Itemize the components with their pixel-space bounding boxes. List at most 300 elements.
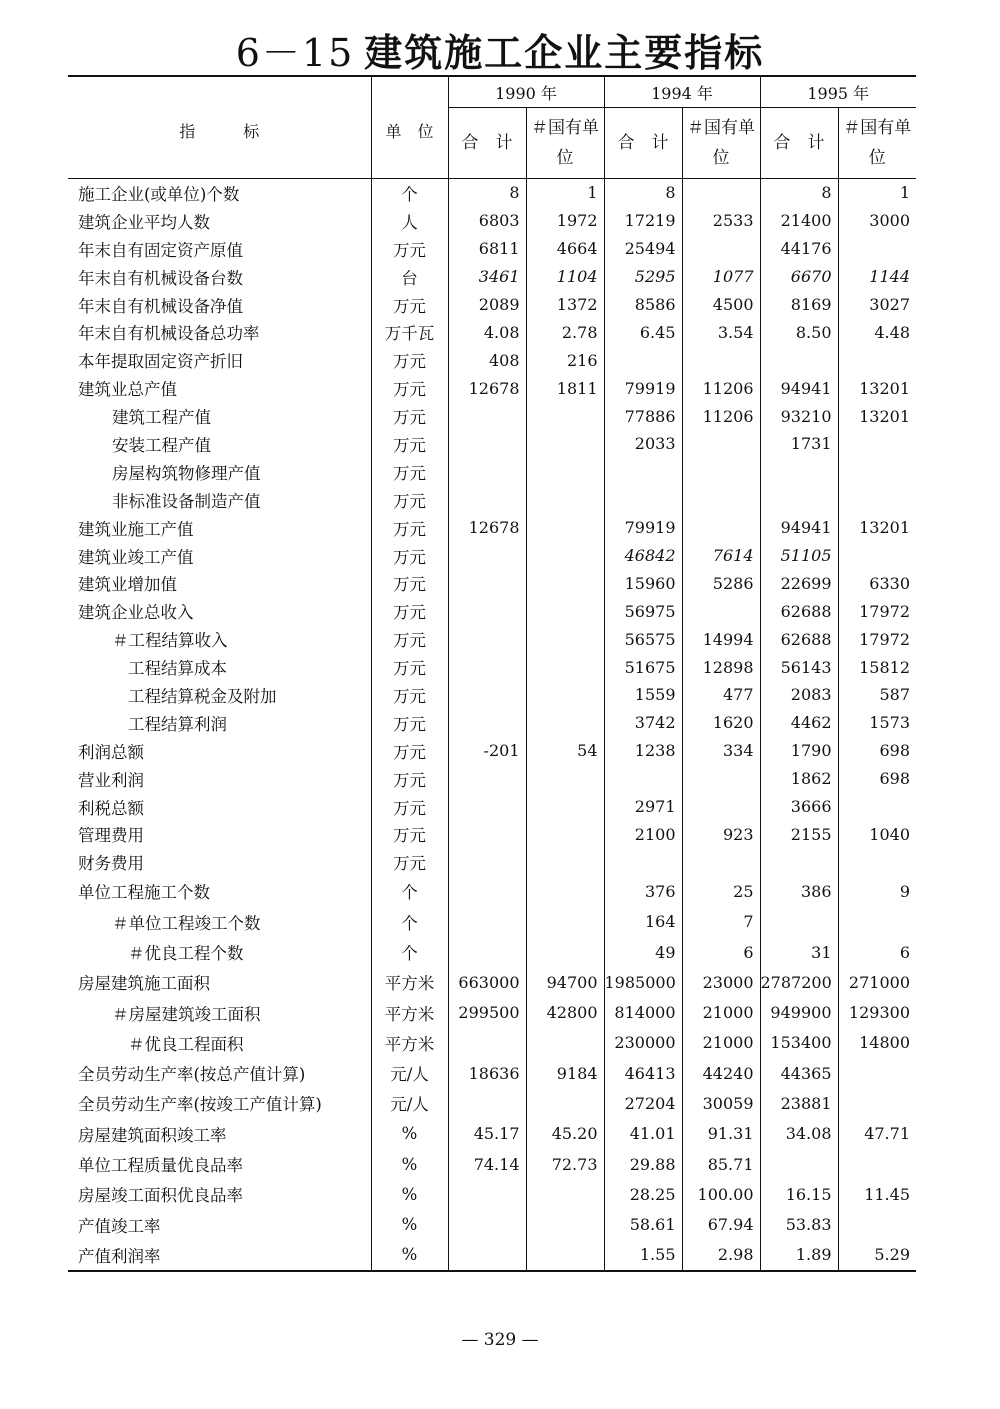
value-cell: 47.71: [838, 1119, 916, 1149]
value-cell: 2787200: [760, 967, 838, 997]
indicator-unit: 万元: [371, 765, 448, 793]
value-cell: 2083: [760, 681, 838, 709]
value-cell: 94700: [526, 967, 604, 997]
value-cell: 1372: [526, 291, 604, 319]
value-cell: [760, 486, 838, 514]
value-cell: 2971: [604, 793, 682, 821]
table-row: [68, 967, 916, 997]
table-number: 6－15: [235, 31, 355, 75]
value-cell: [682, 179, 760, 207]
value-cell: [448, 1240, 526, 1271]
value-cell: 8.50: [760, 318, 838, 346]
table-row: [68, 569, 916, 597]
value-cell: [526, 907, 604, 937]
table-row: [68, 597, 916, 625]
indicator-name: 年末自有机械设备总功率: [78, 324, 260, 344]
value-cell: [760, 458, 838, 486]
table-row: [68, 263, 916, 291]
value-cell: 53.83: [760, 1210, 838, 1240]
value-cell: 4462: [760, 709, 838, 737]
value-cell: [448, 542, 526, 570]
value-cell: 1731: [760, 430, 838, 458]
value-cell: [526, 486, 604, 514]
value-cell: 2033: [604, 430, 682, 458]
value-cell: 477: [682, 681, 760, 709]
value-cell: [526, 765, 604, 793]
indicator-unit: 个: [371, 907, 448, 937]
indicator-name: ＃优良工程个数: [128, 944, 244, 963]
value-cell: 11206: [682, 402, 760, 430]
table-row: [68, 430, 916, 458]
value-cell: 1: [838, 179, 916, 207]
indicator-name: 本年提取固定资产折旧: [78, 352, 243, 372]
indicator-unit: 万元: [371, 458, 448, 486]
table-row: [68, 346, 916, 374]
value-cell: 51675: [604, 653, 682, 681]
indicator-name: 建筑企业平均人数: [78, 212, 210, 232]
value-cell: 21000: [682, 1028, 760, 1058]
value-cell: [838, 1149, 916, 1179]
indicator-unit: 万元: [371, 346, 448, 374]
header-total-1990: 合 计: [448, 108, 526, 179]
value-cell: 8169: [760, 291, 838, 319]
value-cell: [448, 820, 526, 848]
indicator-name: 单位工程施工个数: [78, 883, 210, 903]
value-cell: [682, 430, 760, 458]
table-row: [68, 374, 916, 402]
indicator-unit: 万元: [371, 625, 448, 653]
value-cell: 3000: [838, 207, 916, 235]
value-cell: 17219: [604, 207, 682, 235]
value-cell: 1: [526, 179, 604, 207]
indicator-name: 工程结算成本: [128, 659, 227, 679]
value-cell: [526, 848, 604, 876]
value-cell: [448, 458, 526, 486]
indicator-unit: %: [371, 1119, 448, 1149]
value-cell: [526, 542, 604, 570]
value-cell: 587: [838, 681, 916, 709]
value-cell: 31: [760, 937, 838, 967]
value-cell: 79919: [604, 374, 682, 402]
value-cell: 12898: [682, 653, 760, 681]
value-cell: [526, 793, 604, 821]
indicator-unit: 万元: [371, 597, 448, 625]
value-cell: 15960: [604, 569, 682, 597]
indicator-name: 年末自有机械设备台数: [78, 268, 243, 288]
value-cell: 46413: [604, 1058, 682, 1088]
value-cell: 23000: [682, 967, 760, 997]
value-cell: 6: [682, 937, 760, 967]
value-cell: 153400: [760, 1028, 838, 1058]
value-cell: 271000: [838, 967, 916, 997]
indicator-name: 建筑业增加值: [78, 575, 177, 595]
indicator-unit: 万元: [371, 569, 448, 597]
value-cell: [448, 709, 526, 737]
value-cell: [448, 937, 526, 967]
indicator-unit: 人: [371, 207, 448, 235]
table-row: [68, 1088, 916, 1118]
table-body: [68, 179, 916, 1272]
value-cell: 1862: [760, 765, 838, 793]
value-cell: [526, 681, 604, 709]
value-cell: [448, 876, 526, 906]
value-cell: [682, 514, 760, 542]
table-row: [68, 207, 916, 235]
value-cell: [604, 458, 682, 486]
indicator-unit: %: [371, 1179, 448, 1209]
indicator-unit: 平方米: [371, 997, 448, 1027]
value-cell: 8586: [604, 291, 682, 319]
indicator-unit: %: [371, 1149, 448, 1179]
value-cell: 216: [526, 346, 604, 374]
value-cell: 3027: [838, 291, 916, 319]
value-cell: 46842: [604, 542, 682, 570]
value-cell: 1972: [526, 207, 604, 235]
value-cell: 1077: [682, 263, 760, 291]
table-row: [68, 681, 916, 709]
indicator-name: 单位工程质量优良品率: [78, 1156, 243, 1176]
value-cell: 14994: [682, 625, 760, 653]
value-cell: 3742: [604, 709, 682, 737]
value-cell: 7: [682, 907, 760, 937]
value-cell: 45.20: [526, 1119, 604, 1149]
value-cell: [526, 625, 604, 653]
table-row: [68, 402, 916, 430]
value-cell: [526, 569, 604, 597]
value-cell: [838, 907, 916, 937]
value-cell: 27204: [604, 1088, 682, 1118]
table-title: 建筑施工企业主要指标: [364, 31, 765, 75]
value-cell: 2155: [760, 820, 838, 848]
value-cell: 6: [838, 937, 916, 967]
indicator-unit: 万元: [371, 430, 448, 458]
value-cell: 29.88: [604, 1149, 682, 1179]
indicator-name: ＃工程结算收入: [112, 631, 228, 651]
indicator-unit: %: [371, 1240, 448, 1271]
indicator-unit: 台: [371, 263, 448, 291]
value-cell: 18636: [448, 1058, 526, 1088]
value-cell: 164: [604, 907, 682, 937]
table-row: [68, 709, 916, 737]
value-cell: 1238: [604, 737, 682, 765]
indicator-unit: 万元: [371, 793, 448, 821]
value-cell: 6330: [838, 569, 916, 597]
indicator-name: 建筑业总产值: [78, 380, 177, 400]
value-cell: [838, 1210, 916, 1240]
value-cell: 3461: [448, 263, 526, 291]
value-cell: [448, 597, 526, 625]
value-cell: 16.15: [760, 1179, 838, 1209]
value-cell: 56575: [604, 625, 682, 653]
value-cell: [682, 848, 760, 876]
value-cell: 8: [760, 179, 838, 207]
value-cell: [448, 765, 526, 793]
indicator-name: 全员劳动生产率(按竣工产值计算): [78, 1095, 322, 1115]
value-cell: [448, 569, 526, 597]
value-cell: 67.94: [682, 1210, 760, 1240]
header-indicator: 指 标: [68, 76, 371, 179]
table-row: [68, 793, 916, 821]
indicator-unit: 万元: [371, 653, 448, 681]
indicator-unit: 万元: [371, 737, 448, 765]
indicator-name: ＃房屋建筑竣工面积: [112, 1004, 261, 1024]
value-cell: [682, 346, 760, 374]
value-cell: [448, 681, 526, 709]
value-cell: [760, 848, 838, 876]
value-cell: [682, 793, 760, 821]
value-cell: [838, 1058, 916, 1088]
value-cell: [526, 402, 604, 430]
indicator-name: 利税总额: [78, 798, 144, 818]
indicator-name: 建筑业竣工产值: [78, 547, 194, 567]
table-row: [68, 876, 916, 906]
value-cell: [682, 765, 760, 793]
value-cell: 72.73: [526, 1149, 604, 1179]
indicator-unit: 万元: [371, 402, 448, 430]
table-row: [68, 653, 916, 681]
header-state-1995: ＃国有单位: [838, 108, 916, 179]
table-row: [68, 458, 916, 486]
table-row: [68, 235, 916, 263]
table-row: [68, 848, 916, 876]
value-cell: [448, 486, 526, 514]
value-cell: 386: [760, 876, 838, 906]
indicator-name: 建筑工程产值: [112, 408, 211, 428]
indicator-name: 施工企业(或单位)个数: [78, 184, 240, 204]
indicator-name: 房屋构筑物修理产值: [112, 463, 261, 483]
value-cell: 4.48: [838, 318, 916, 346]
indicator-unit: 平方米: [371, 1028, 448, 1058]
value-cell: [448, 1179, 526, 1209]
table-row: [68, 514, 916, 542]
value-cell: 698: [838, 765, 916, 793]
value-cell: 1.89: [760, 1240, 838, 1271]
value-cell: [526, 1240, 604, 1271]
value-cell: 408: [448, 346, 526, 374]
indicator-name: 房屋建筑面积竣工率: [78, 1125, 227, 1145]
table-row: [68, 1028, 916, 1058]
value-cell: [838, 1088, 916, 1118]
indicator-name: 产值竣工率: [78, 1216, 161, 1236]
value-cell: 12678: [448, 374, 526, 402]
indicator-name: 利润总额: [78, 742, 144, 762]
indicator-unit: 平方米: [371, 967, 448, 997]
value-cell: 93210: [760, 402, 838, 430]
value-cell: 12678: [448, 514, 526, 542]
value-cell: 2.98: [682, 1240, 760, 1271]
header-year-1995: 1995 年: [760, 76, 916, 108]
value-cell: [760, 1149, 838, 1179]
value-cell: 45.17: [448, 1119, 526, 1149]
value-cell: [448, 793, 526, 821]
indicator-unit: 万千瓦: [371, 318, 448, 346]
value-cell: [526, 1088, 604, 1118]
value-cell: [448, 402, 526, 430]
table-row: [68, 1058, 916, 1088]
indicator-unit: 万元: [371, 681, 448, 709]
value-cell: -201: [448, 737, 526, 765]
value-cell: 44176: [760, 235, 838, 263]
value-cell: 41.01: [604, 1119, 682, 1149]
indicator-unit: 万元: [371, 709, 448, 737]
value-cell: 9184: [526, 1058, 604, 1088]
value-cell: 30059: [682, 1088, 760, 1118]
value-cell: [838, 848, 916, 876]
value-cell: 28.25: [604, 1179, 682, 1209]
indicator-unit: 个: [371, 937, 448, 967]
indicator-unit: 元/人: [371, 1088, 448, 1118]
value-cell: 1985000: [604, 967, 682, 997]
value-cell: [760, 907, 838, 937]
indicator-unit: 万元: [371, 514, 448, 542]
value-cell: [838, 542, 916, 570]
value-cell: [526, 1210, 604, 1240]
value-cell: 85.71: [682, 1149, 760, 1179]
value-cell: 17972: [838, 625, 916, 653]
value-cell: [526, 597, 604, 625]
value-cell: [604, 486, 682, 514]
value-cell: 44365: [760, 1058, 838, 1088]
table-row: [68, 737, 916, 765]
value-cell: 11.45: [838, 1179, 916, 1209]
value-cell: 1573: [838, 709, 916, 737]
header-state-1994: ＃国有单位: [682, 108, 760, 179]
value-cell: 62688: [760, 597, 838, 625]
value-cell: 91.31: [682, 1119, 760, 1149]
table-row: [68, 820, 916, 848]
header-total-1995: 合 计: [760, 108, 838, 179]
value-cell: 94941: [760, 514, 838, 542]
value-cell: [838, 346, 916, 374]
header-state-1990: ＃国有单位: [526, 108, 604, 179]
page-number: — 329 —: [461, 1330, 539, 1350]
value-cell: [526, 1028, 604, 1058]
table-row: [68, 1119, 916, 1149]
value-cell: 42800: [526, 997, 604, 1027]
value-cell: [448, 907, 526, 937]
value-cell: [682, 458, 760, 486]
indicator-name: 建筑企业总收入: [78, 603, 194, 623]
value-cell: 34.08: [760, 1119, 838, 1149]
table-row: [68, 625, 916, 653]
indicator-unit: 万元: [371, 291, 448, 319]
value-cell: [448, 848, 526, 876]
value-cell: [526, 876, 604, 906]
value-cell: 8: [448, 179, 526, 207]
value-cell: 3666: [760, 793, 838, 821]
indicator-name: 房屋建筑施工面积: [78, 974, 210, 994]
value-cell: [526, 709, 604, 737]
indicator-name: 管理费用: [78, 826, 144, 846]
value-cell: 2100: [604, 820, 682, 848]
indicator-name: 全员劳动生产率(按总产值计算): [78, 1065, 306, 1085]
value-cell: 6811: [448, 235, 526, 263]
table-row: [68, 1210, 916, 1240]
indicator-name: 非标准设备制造产值: [112, 491, 261, 511]
value-cell: 15812: [838, 653, 916, 681]
value-cell: 54: [526, 737, 604, 765]
value-cell: 44240: [682, 1058, 760, 1088]
value-cell: 14800: [838, 1028, 916, 1058]
value-cell: [838, 458, 916, 486]
value-cell: 56143: [760, 653, 838, 681]
value-cell: 17972: [838, 597, 916, 625]
value-cell: 4664: [526, 235, 604, 263]
value-cell: 4.08: [448, 318, 526, 346]
value-cell: [448, 625, 526, 653]
value-cell: [838, 486, 916, 514]
value-cell: 7614: [682, 542, 760, 570]
table-row: [68, 1240, 916, 1271]
value-cell: [448, 1088, 526, 1118]
value-cell: 923: [682, 820, 760, 848]
table-row: [68, 179, 916, 207]
value-cell: 5.29: [838, 1240, 916, 1271]
value-cell: 376: [604, 876, 682, 906]
value-cell: 62688: [760, 625, 838, 653]
table-row: [68, 542, 916, 570]
value-cell: [682, 235, 760, 263]
value-cell: 230000: [604, 1028, 682, 1058]
indicator-unit: 元/人: [371, 1058, 448, 1088]
value-cell: 13201: [838, 514, 916, 542]
value-cell: 56975: [604, 597, 682, 625]
value-cell: 698: [838, 737, 916, 765]
value-cell: 2533: [682, 207, 760, 235]
value-cell: 13201: [838, 402, 916, 430]
table-row: [68, 486, 916, 514]
indicator-unit: 万元: [371, 235, 448, 263]
value-cell: 1144: [838, 263, 916, 291]
value-cell: 23881: [760, 1088, 838, 1118]
indicator-name: ＃单位工程竣工个数: [112, 913, 261, 933]
value-cell: 51105: [760, 542, 838, 570]
value-cell: [448, 1210, 526, 1240]
value-cell: 25: [682, 876, 760, 906]
indicator-name: 建筑业施工产值: [78, 519, 194, 539]
header-unit: 单 位: [371, 76, 448, 179]
value-cell: 1790: [760, 737, 838, 765]
page-title: [0, 22, 1000, 77]
value-cell: 100.00: [682, 1179, 760, 1209]
header-year-1994: 1994 年: [604, 76, 760, 108]
indicator-unit: 万元: [371, 486, 448, 514]
value-cell: [838, 235, 916, 263]
value-cell: 6.45: [604, 318, 682, 346]
value-cell: [526, 514, 604, 542]
header-total-1994: 合 计: [604, 108, 682, 179]
value-cell: 1.55: [604, 1240, 682, 1271]
indicator-unit: 万元: [371, 848, 448, 876]
table-row: [68, 291, 916, 319]
value-cell: [526, 458, 604, 486]
value-cell: 79919: [604, 514, 682, 542]
value-cell: 1040: [838, 820, 916, 848]
table-row: [68, 1149, 916, 1179]
indicator-name: 年末自有机械设备净值: [78, 296, 243, 316]
header-year-1990: 1990 年: [448, 76, 604, 108]
value-cell: 1811: [526, 374, 604, 402]
indicator-name: 工程结算利润: [128, 714, 227, 734]
value-cell: 129300: [838, 997, 916, 1027]
value-cell: 1559: [604, 681, 682, 709]
value-cell: [526, 430, 604, 458]
value-cell: [448, 430, 526, 458]
value-cell: 21000: [682, 997, 760, 1027]
table-row: [68, 765, 916, 793]
value-cell: 814000: [604, 997, 682, 1027]
value-cell: [526, 653, 604, 681]
